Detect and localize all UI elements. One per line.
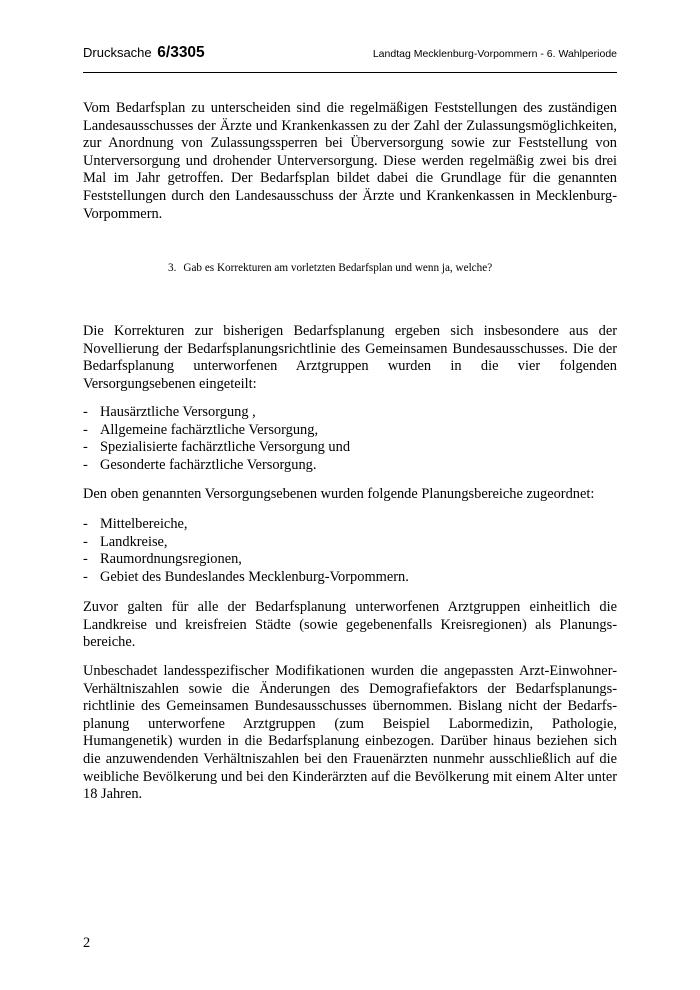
list-item (83, 534, 617, 552)
intro-paragraph: Vom Bedarfsplan zu unterscheiden sind die regelmäßigen Feststellungen des zuständigen Landesausschusses der Ärzte und Krankenkassen zu der Zahl der Zulassungsmöglichkeiten, zur Anordnung von Zulassungssperren bei Überversorgung sowie zur Feststellung von Unterversorgung und drohender Unterversorgung. Diese werden regelmäßig zwei bis drei Mal im Jahr getroffen. Der Bedarfsplan bildet dabei die Grundlage für die genannten Feststellungen durch den Landesausschuss der Ärzte und Krankenkassen in Mecklenburg-Vorpommern. (83, 100, 617, 222)
dash-marker: - (83, 456, 88, 473)
page-number: 2 (83, 935, 91, 951)
modifications-section (83, 663, 617, 804)
care-levels-list (83, 404, 617, 474)
list-item (83, 516, 617, 534)
dash-marker: - (83, 533, 88, 550)
question-heading (168, 262, 492, 274)
document-reference (83, 44, 205, 62)
list-item-text: Spezialisierte fachärztliche Versorgung und (100, 439, 351, 456)
list-item-text: Allgemeine fachärztliche Versorgung, (100, 421, 319, 438)
planning-areas-section (83, 516, 617, 586)
page-header (83, 42, 617, 72)
dash-marker: - (83, 439, 88, 456)
care-levels-section (83, 404, 617, 474)
question-text: Gab es Korrekturen am vorletzten Bedarfsplan und wenn ja, welche? (183, 262, 493, 274)
modifications-paragraph: Unbeschadet landesspezifischer Modifikationen wurden die angepassten Arzt-Einwohner-Verhältniszahlen sowie die Änderungen des Demografiefaktors der Bedarfsplanungsrichtlinie des Gemeinsamen Bundesausschusses übernommen. Bislang nicht der Bedarfsplanung unterworfene Arztgruppen (zum Beispiel Labormedizin, Pathologie, Humangenetik) wurden in die Bedarfsplanung einbezogen. Darüber hinaus beziehen sich die anzuwendenden Verhältniszahlen bei den Frauenärzten nunmehr ausschließlich auf die weibliche Bevölkerung und bei den Kinderärzten auf die Bevölkerung mit einem Alter unter 18 Jahren. (83, 663, 617, 803)
list-item-text: Hausärztliche Versorgung , (100, 404, 256, 420)
dash-marker: - (83, 551, 88, 568)
parliament-title: Landtag Mecklenburg-Vorpommern - 6. Wahlperiode (372, 48, 617, 60)
list-item-text: Raumordnungsregionen, (100, 551, 242, 568)
list-item (83, 551, 617, 569)
list-item-text: Landkreise, (100, 533, 168, 550)
list-item-text: Gebiet des Bundeslandes Mecklenburg-Vorpommern. (100, 568, 409, 585)
list-item-text: Mittelbereiche, (100, 516, 188, 532)
question-number: 3. (168, 262, 177, 274)
previously-section (83, 599, 617, 652)
list-item (83, 457, 617, 475)
corrections-paragraph: Die Korrekturen zur bisherigen Bedarfsplanung ergeben sich insbesondere aus der Novellierung der Bedarfsplanungsrichtlinie des Gemeinsamen Bundesausschusses. Die der Bedarfsplanung unterworfenen Arztgruppen wurden in die vier folgenden Versorgungsebenen eingeteilt: (83, 323, 617, 392)
corrections-section (83, 323, 617, 393)
dash-marker: - (83, 568, 88, 585)
planning-intro-section (83, 486, 617, 504)
intro-section (83, 100, 617, 223)
planning-intro-paragraph: Den oben genannten Versorgungsebenen wurden folgende Planungsbereiche zugeordnet: (83, 486, 595, 502)
document-number: 6/3305 (157, 44, 205, 61)
list-item (83, 422, 617, 440)
dash-marker: - (83, 404, 88, 420)
header-divider (83, 72, 617, 73)
planning-areas-list (83, 516, 617, 586)
list-item (83, 404, 617, 422)
dash-marker: - (83, 516, 88, 532)
list-item-text: Gesonderte fachärztliche Versorgung. (100, 456, 317, 473)
document-label: Drucksache (83, 45, 152, 60)
dash-marker: - (83, 421, 88, 438)
list-item (83, 569, 617, 587)
list-item (83, 439, 617, 457)
previously-paragraph: Zuvor galten für alle der Bedarfsplanung unterworfenen Arztgruppen einheitlich die Landkreise und kreisfreien Städte (sowie gegebenenfalls Kreisregionen) als Planungsbereiche. (83, 599, 617, 651)
